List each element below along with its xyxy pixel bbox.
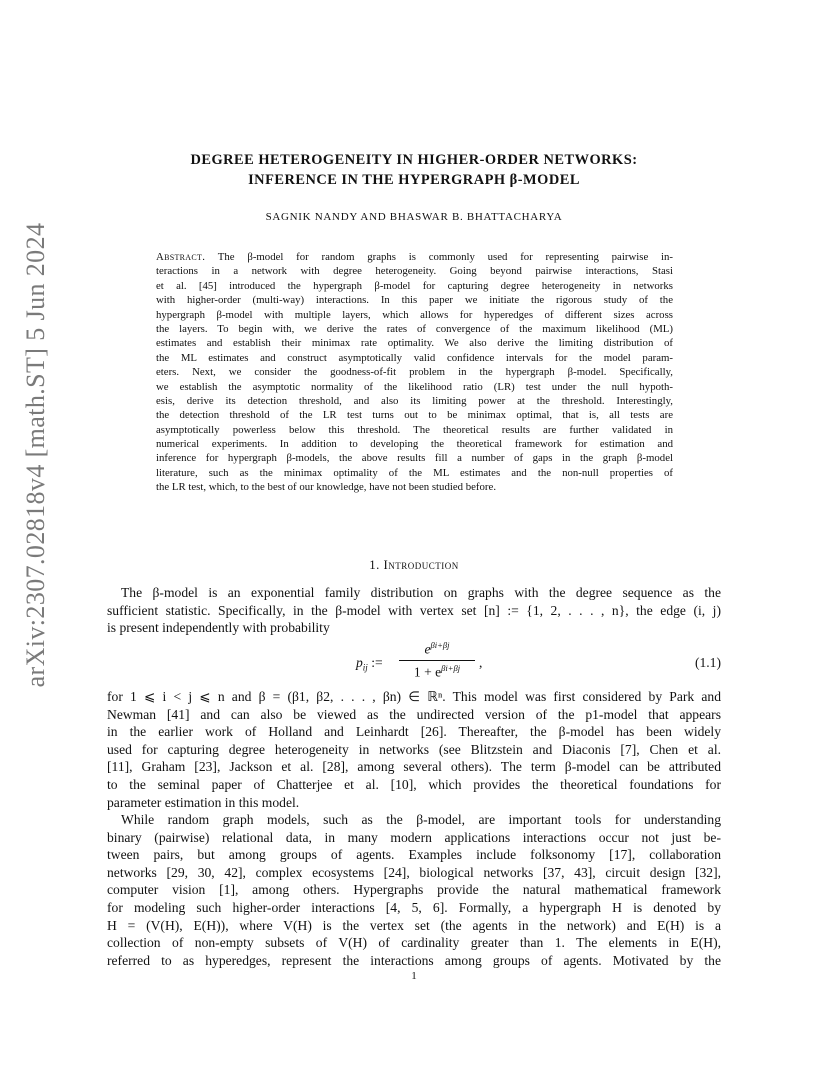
paragraph-1: [107, 584, 721, 637]
abstract-line: literature, such as the minimax optimality of the ML estimates and the non-null properties of: [156, 466, 673, 479]
paragraph-line: collection of non-empty subsets of V(H) of cardinality greater than 1. The elements in E(H),: [107, 935, 721, 951]
abstract-line: the layers. To begin with, we derive the rates of convergence of the maximum likelihood (ML): [156, 322, 673, 335]
paragraph-line: The β-model is an exponential family distribution on graphs with the degree sequence as the: [121, 585, 721, 600]
author-list: SAGNIK NANDY AND BHASWAR B. BHATTACHARYA: [265, 211, 563, 223]
paragraph-2: [107, 688, 721, 811]
abstract-line: we establish the asymptotic normality of the likelihood ratio (LR) test under the null hypoth-: [156, 380, 673, 393]
equation-assign: :=: [367, 655, 383, 670]
abstract-line-text: The β-model for random graphs is commonly used for representing pairwise in-: [217, 251, 673, 263]
abstract-line: with higher-order (multi-way) interactions. In this paper we initiate the rigorous study of the: [156, 294, 673, 307]
paragraph-line: [11], Graham [23], Jackson et al. [28], among several others). The term β-model can be attributed: [107, 759, 721, 775]
paragraph-line: referred to as hyperedges, represent the interactions among groups of agents. Motivated by the: [107, 952, 721, 968]
equation-number: (1.1): [694, 655, 721, 670]
equation-fraction: [397, 640, 477, 680]
section-heading-introduction: 1. Introduction: [369, 558, 459, 572]
paragraph-line: parameter estimation in this model.: [107, 794, 300, 810]
paragraph-line: used for capturing degree heterogeneity in networks (see Blitzstein and Diaconis [7], Chen et al.: [107, 741, 721, 757]
abstract-line: estimates and establish their minimax rate optimality. We also derive the limiting distribution of: [156, 337, 673, 350]
abstract-line: the detection threshold of the LR test turns out to be minimax optimal, that is, all tests are: [156, 409, 673, 422]
fraction-denominator: [397, 661, 477, 681]
abstract-label: Abstract.: [156, 251, 206, 263]
paragraph-line: sufficient statistic. Specifically, in the β-model with vertex set [n] := {1, 2, . . . , n}, the edge (i, j): [107, 602, 721, 618]
paragraph-line: tween pairs, but among groups of agents. Examples include folksonomy [17], collaboration: [107, 847, 721, 863]
paragraph-line: computer vision [1], among others. Hypergraphs provide the natural mathematical framework: [107, 882, 721, 898]
equation-1-1: [107, 640, 721, 686]
paragraph-line: to the seminal paper of Chatterjee et al. [10], which provides the theoretical foundations for: [107, 776, 721, 792]
title-line-1: DEGREE HETEROGENEITY IN HIGHER-ORDER NETWORKS:: [190, 152, 638, 168]
abstract: [156, 250, 673, 495]
paragraph-line: H = (V(H), E(H)), where V(H) is the vertex set (the agents in the network) and E(H) is a: [107, 917, 721, 933]
paper-title: [107, 150, 721, 190]
abstract-line: et al. [45] introduced the hypergraph β-model for capturing degree heterogeneity in networks: [156, 279, 673, 292]
paragraph-line: binary (pairwise) relational data, in many modern applications interactions occur not just be-: [107, 829, 721, 845]
paragraph-line: for 1 ⩽ i < j ⩽ n and β = (β1, β2, . . . , βn) ∈ ℝⁿ. This model was first considered by Park and: [107, 689, 721, 704]
abstract-line: the ML estimates and construct asymptotically valid confidence intervals for the model param-: [156, 351, 673, 364]
abstract-line: [156, 250, 673, 264]
page-number: 1: [411, 970, 417, 982]
equation-lhs: [356, 655, 383, 673]
abstract-line: eters. Next, we consider the goodness-of-fit problem in the hypergraph β-model. Specifically,: [156, 366, 673, 379]
denominator-exponent: βi+βj: [441, 662, 461, 673]
paragraph-line: networks [29, 30, 42], complex ecosystems [24], biological networks [37, 43], circuit design [32],: [107, 864, 721, 880]
paragraph-line: While random graph models, such as the β-model, are important tools for understanding: [121, 812, 721, 827]
paragraph-line: is present independently with probability: [107, 620, 330, 636]
abstract-line: inference for hypergraph β-models, the above results fill a number of gaps in the graph β-model: [156, 452, 673, 465]
numerator-base: e: [424, 641, 431, 657]
abstract-line: teractions in a network with degree heterogeneity. Going beyond pairwise interactions, Stasi: [156, 265, 673, 278]
paragraph-line: Newman [41] and can also be viewed as the undirected version of the p1-model that appears: [107, 706, 721, 722]
abstract-line: asymptotically powerless below this threshold. The theoretical results are further validated in: [156, 423, 673, 436]
abstract-line: the LR test, which, to the best of our knowledge, have not been studied before.: [156, 481, 497, 494]
abstract-line: hypergraph β-model with multiple layers, which allows for hyperedges of different sizes across: [156, 308, 673, 321]
denominator-base: 1 + e: [413, 664, 442, 680]
abstract-line: esis, derive its detection threshold, and also its limiting power at the threshold. Interestingly,: [156, 394, 673, 407]
arxiv-identifier-stamp: arXiv:2307.02818v4 [math.ST] 5 Jun 2024: [21, 222, 50, 688]
paragraph-line: for modeling such higher-order interactions [4, 5, 6]. Formally, a hypergraph H is denoted by: [107, 899, 721, 915]
equation-lhs-symbol: p: [356, 655, 363, 670]
equation-comma: ,: [479, 655, 483, 670]
abstract-line: numerical experiments. In addition to developing the theoretical framework for estimation and: [156, 438, 673, 451]
fraction-numerator: [397, 640, 477, 660]
paragraph-3: [107, 811, 721, 969]
equation-lhs-subscript: ij: [362, 662, 368, 673]
title-line-2: INFERENCE IN THE HYPERGRAPH β-MODEL: [248, 172, 580, 188]
paragraph-line: in the earlier work of Holland and Leinhardt [26]. Thereafter, the β-model has been widely: [107, 724, 721, 740]
numerator-exponent: βi+βj: [430, 640, 450, 650]
